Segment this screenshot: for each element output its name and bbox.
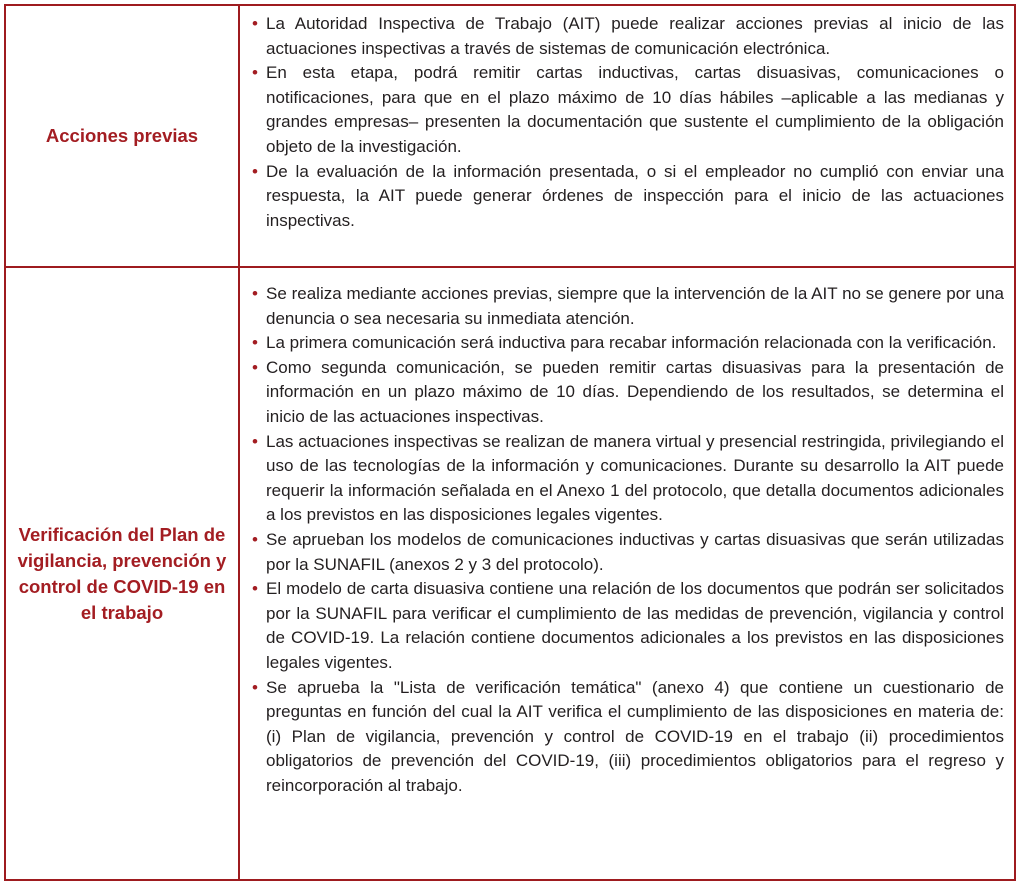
list-item: • Las actuaciones inspectivas se realizan de manera virtual y presencial restringida, privilegiando el uso de las tecnologías de la información y comunicaciones. Durante su desarrollo la AIT puede requerir la información señalada en el Anexo 1 del protocolo, que detalla documentos adicionales a los previstos en las disposiciones legales vigentes. bbox=[266, 430, 1004, 528]
list-item: • La primera comunicación será inductiva para recabar información relacionada con la verificación. bbox=[266, 331, 1004, 356]
table-row-verificacion-plan bbox=[6, 268, 1014, 879]
bullet-list bbox=[266, 12, 1004, 233]
list-item: • En esta etapa, podrá remitir cartas inductivas, cartas disuasivas, comunicaciones o notificaciones, para que en el plazo máximo de 10 días hábiles –aplicable a las medianas y grandes empresas– presenten la documentación que sustente el cumplimiento de la obligación objeto de la investigación. bbox=[266, 61, 1004, 159]
list-item: • Se realiza mediante acciones previas, siempre que la intervención de la AIT no se genere por una denuncia o sea necesaria su inmediata atención. bbox=[266, 282, 1004, 331]
info-table bbox=[4, 4, 1016, 881]
row-content bbox=[240, 6, 1014, 266]
bullet-list bbox=[266, 282, 1004, 798]
row-label: Acciones previas bbox=[6, 6, 240, 266]
list-item: • Se aprueban los modelos de comunicaciones inductivas y cartas disuasivas que serán utilizadas por la SUNAFIL (anexos 2 y 3 del protocolo). bbox=[266, 528, 1004, 577]
row-content bbox=[240, 268, 1014, 879]
list-item: • La Autoridad Inspectiva de Trabajo (AIT) puede realizar acciones previas al inicio de las actuaciones inspectivas a través de sistemas de comunicación electrónica. bbox=[266, 12, 1004, 61]
list-item: • De la evaluación de la información presentada, o si el empleador no cumplió con enviar una respuesta, la AIT puede generar órdenes de inspección para el inicio de las actuaciones inspectivas. bbox=[266, 160, 1004, 234]
list-item: • El modelo de carta disuasiva contiene una relación de los documentos que podrán ser solicitados por la SUNAFIL para verificar el cumplimiento de las medidas de prevención, vigilancia y control de COVID-19. La relación contiene documentos adicionales a los previstos en las disposiciones legales vigentes. bbox=[266, 577, 1004, 675]
list-item: • Se aprueba la "Lista de verificación temática" (anexo 4) que contiene un cuestionario de preguntas en función del cual la AIT verifica el cumplimiento de las disposiciones en materia de: (i) Plan de vigilancia, prevención y control de COVID-19 en el trabajo (ii) procedimientos obligatorios de prevención del COVID-19, (iii) procedimientos obligatorios para el regreso y reincorporación al trabajo. bbox=[266, 676, 1004, 799]
list-item: • Como segunda comunicación, se pueden remitir cartas disuasivas para la presentación de información en un plazo máximo de 10 días. Dependiendo de los resultados, se determina el inicio de las actuaciones inspectivas. bbox=[266, 356, 1004, 430]
row-label: Verificación del Plan de vigilancia, prevención y control de COVID-19 en el trabajo bbox=[6, 268, 240, 879]
table-row-acciones-previas bbox=[6, 6, 1014, 268]
